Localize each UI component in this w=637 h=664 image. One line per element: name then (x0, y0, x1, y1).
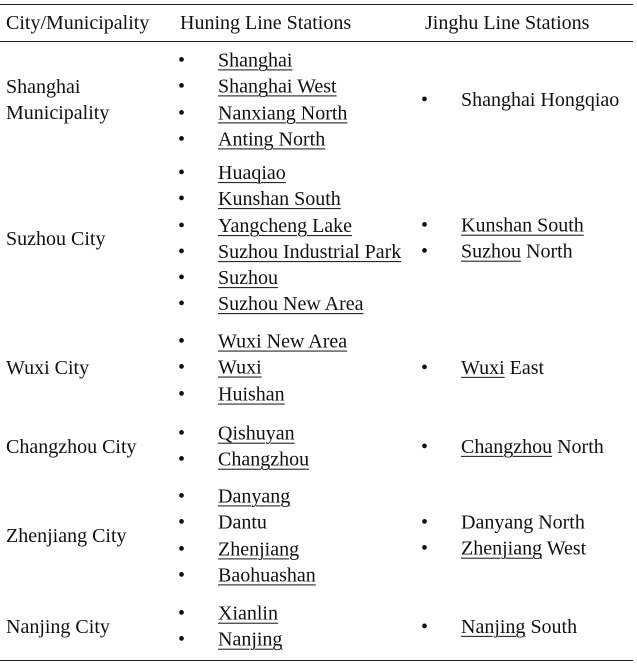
station-list-item (178, 100, 347, 126)
station-name-text: North (552, 435, 604, 458)
huning-station-list (178, 601, 282, 654)
station-list-item (178, 510, 316, 536)
station-list-item (178, 213, 401, 239)
table-row (0, 158, 633, 320)
station-link[interactable]: Changzhou (218, 449, 310, 471)
station-list-item (178, 483, 316, 509)
city-cell (6, 523, 127, 549)
city-cell (6, 355, 89, 381)
table-row (0, 320, 633, 416)
city-cell (6, 74, 109, 126)
stations-table (0, 4, 633, 661)
huning-station-list (178, 329, 347, 408)
station-link[interactable]: Danyang (218, 485, 291, 508)
station-link[interactable]: Suzhou Industrial Park (218, 241, 402, 263)
station-list-item (178, 562, 316, 588)
city-name-line: Municipality (6, 102, 110, 124)
station-list-item (178, 536, 316, 562)
station-link[interactable]: Wuxi New Area (218, 330, 348, 353)
huning-station-list (178, 160, 401, 318)
city-name-line: Shanghai (6, 76, 81, 98)
station-list-item (178, 186, 401, 212)
jinghu-station-list (421, 355, 544, 381)
station-link[interactable]: Suzhou (218, 267, 278, 290)
station-link[interactable]: Shanghai West (218, 75, 337, 98)
station-link[interactable]: Zhenjiang (461, 538, 543, 560)
station-link[interactable]: Qishuyan (218, 422, 295, 445)
station-list-item (178, 126, 347, 152)
station-link[interactable]: Huaqiao (218, 162, 286, 185)
table-row (0, 594, 633, 660)
station-list-item (178, 47, 347, 73)
jinghu-station-list (421, 87, 619, 113)
station-link[interactable]: Wuxi (218, 356, 262, 379)
station-name-text: East (504, 356, 545, 379)
station-list-item (421, 434, 604, 460)
station-list-item (421, 87, 619, 113)
table-row (0, 42, 633, 158)
table-body (0, 42, 633, 660)
station-list-item (178, 355, 347, 381)
station-list-item (178, 627, 282, 653)
city-cell (6, 614, 110, 640)
station-name-text: South (525, 615, 578, 638)
station-list-item (178, 265, 401, 291)
station-name-text: Dantu (218, 511, 267, 534)
station-link[interactable]: Anting North (218, 128, 326, 151)
station-list-item (421, 355, 544, 381)
station-list-item (421, 239, 584, 265)
jinghu-station-list (421, 510, 586, 563)
station-list-item (178, 239, 401, 265)
station-link[interactable]: Suzhou New Area (218, 293, 364, 316)
jinghu-station-list (421, 614, 577, 640)
huning-station-list (178, 421, 309, 474)
station-list-item (178, 447, 309, 473)
station-list-item (178, 292, 401, 318)
station-link[interactable]: Shanghai (218, 49, 293, 72)
city-name-line: Changzhou City (6, 436, 137, 458)
station-name-text: Danyang North (461, 511, 585, 534)
city-name-line: Zhenjiang City (6, 525, 127, 547)
table-bottom-rule (0, 660, 633, 661)
station-list-item (421, 614, 577, 640)
station-list-item (178, 421, 309, 447)
station-link[interactable]: Changzhou (461, 435, 553, 458)
station-link[interactable]: Zhenjiang (218, 538, 300, 560)
station-link[interactable]: Kunshan South (461, 214, 584, 237)
city-name-line: Wuxi City (6, 357, 90, 379)
station-list-item (178, 329, 347, 355)
city-name-line: Suzhou City (6, 228, 106, 250)
station-list-item (178, 381, 347, 407)
station-link[interactable]: Suzhou (461, 241, 521, 263)
station-link[interactable]: Xianlin (218, 602, 278, 625)
station-list-item (421, 510, 586, 536)
table-row (0, 478, 633, 594)
station-name-text: West (542, 538, 587, 560)
huning-station-list (178, 47, 347, 152)
table-header-row (0, 5, 633, 41)
station-list-item (178, 74, 347, 100)
table-row (0, 416, 633, 478)
station-list-item (178, 601, 282, 627)
city-name-line: Nanjing City (6, 616, 110, 638)
station-link[interactable]: Wuxi (461, 356, 505, 379)
header-huning: Huning Line Stations (180, 11, 352, 34)
station-list-item (421, 213, 584, 239)
station-link[interactable]: Yangcheng Lake (218, 214, 353, 237)
station-list-item (178, 160, 401, 186)
jinghu-station-list (421, 434, 604, 460)
station-name-text: Shanghai Hongqiao (461, 88, 620, 111)
huning-station-list (178, 483, 316, 588)
station-link[interactable]: Nanjing (218, 629, 283, 651)
station-link[interactable]: Baohuashan (218, 564, 316, 587)
city-cell (6, 434, 137, 460)
station-link[interactable]: Huishan (218, 383, 285, 406)
header-jinghu: Jinghu Line Stations (425, 11, 590, 34)
station-list-item (421, 536, 586, 562)
station-link[interactable]: Kunshan South (218, 188, 341, 211)
header-city: City/Municipality (6, 11, 150, 34)
station-link[interactable]: Nanjing (461, 615, 526, 638)
station-link[interactable]: Nanxiang North (218, 102, 348, 124)
city-cell (6, 226, 105, 252)
jinghu-station-list (421, 213, 584, 266)
station-name-text: North (521, 241, 573, 263)
